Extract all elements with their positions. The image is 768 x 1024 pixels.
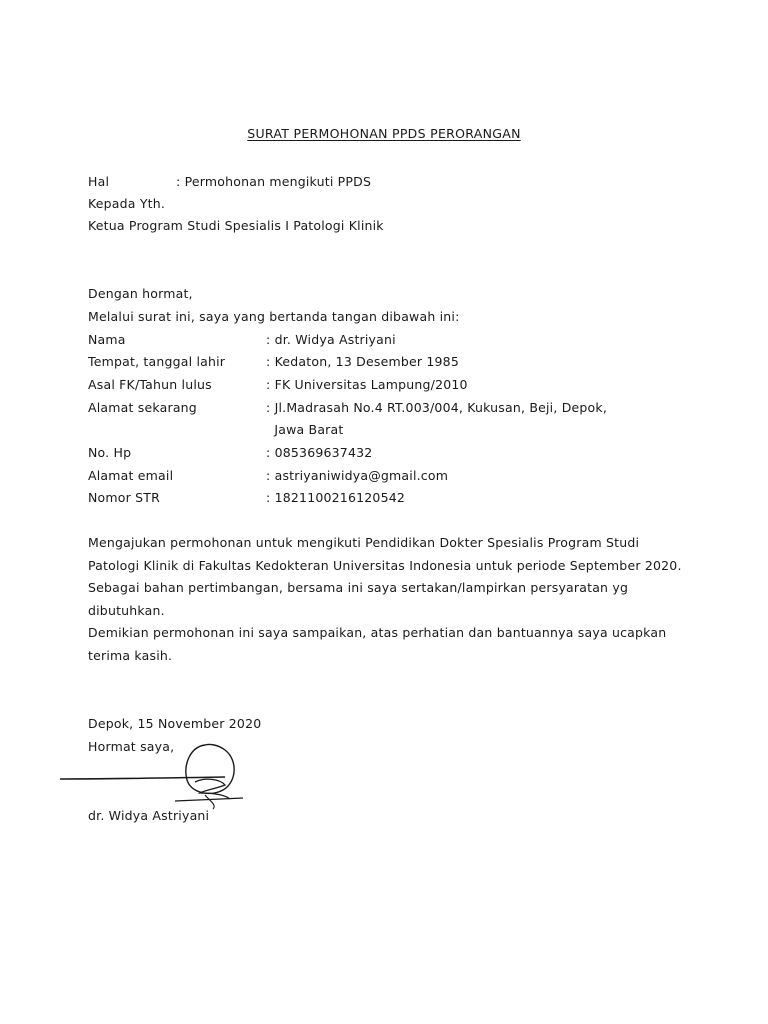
field-label-str: Nomor STR [88, 490, 160, 505]
signer-name: dr. Widya Astriyani [88, 808, 210, 823]
recipient-name: Ketua Program Studi Spesialis I Patologi Klinik [88, 218, 384, 233]
greeting: Dengan hormat, [88, 286, 193, 301]
body-paragraph-1: Mengajukan permohonan untuk mengikuti Pendidikan Dokter Spesialis Program Studi Patologi Klinik di Fakultas Kedokteran Universitas Indonesia untuk periode September 2020. Sebagai bahan pertimbangan, bersama ini saya sertakan/lampirkan persyaratan yg dibutuhkan. [88, 535, 682, 618]
field-value-alamat-cont: Jawa Barat [266, 422, 344, 437]
field-value-nama: : dr. Widya Astriyani [266, 332, 396, 347]
intro-text: Melalui surat ini, saya yang bertanda tangan dibawah ini: [88, 309, 460, 324]
letter-title [0, 126, 768, 141]
field-label-asal: Asal FK/Tahun lulus [88, 377, 212, 392]
letter-title-text: SURAT PERMOHONAN PPDS PERORANGAN [247, 126, 521, 141]
closing-salutation: Hormat saya, [88, 739, 175, 754]
field-label-alamat: Alamat sekarang [88, 400, 197, 415]
field-value-str: : 1821100216120542 [266, 490, 406, 505]
field-value-email: : astriyaniwidya@gmail.com [266, 468, 449, 483]
field-label-hp: No. Hp [88, 445, 132, 460]
subject-value: : Permohonan mengikuti PPDS [176, 174, 372, 189]
handwritten-signature [55, 735, 255, 815]
field-value-ttl: : Kedaton, 13 Desember 1985 [266, 354, 459, 369]
place-date: Depok, 15 November 2020 [88, 716, 262, 731]
field-label-ttl: Tempat, tanggal lahir [88, 354, 226, 369]
field-label-email: Alamat email [88, 468, 174, 483]
field-value-alamat: : Jl.Madrasah No.4 RT.003/004, Kukusan, Beji, Depok, [266, 400, 608, 415]
field-value-asal: : FK Universitas Lampung/2010 [266, 377, 468, 392]
subject-label: Hal [88, 174, 110, 189]
body-paragraph-2: Demikian permohonan ini saya sampaikan, atas perhatian dan bantuannya saya ucapkan terima kasih. [88, 625, 667, 663]
field-value-hp: : 085369637432 [266, 445, 373, 460]
recipient-salutation: Kepada Yth. [88, 196, 166, 211]
field-label-nama: Nama [88, 332, 126, 347]
